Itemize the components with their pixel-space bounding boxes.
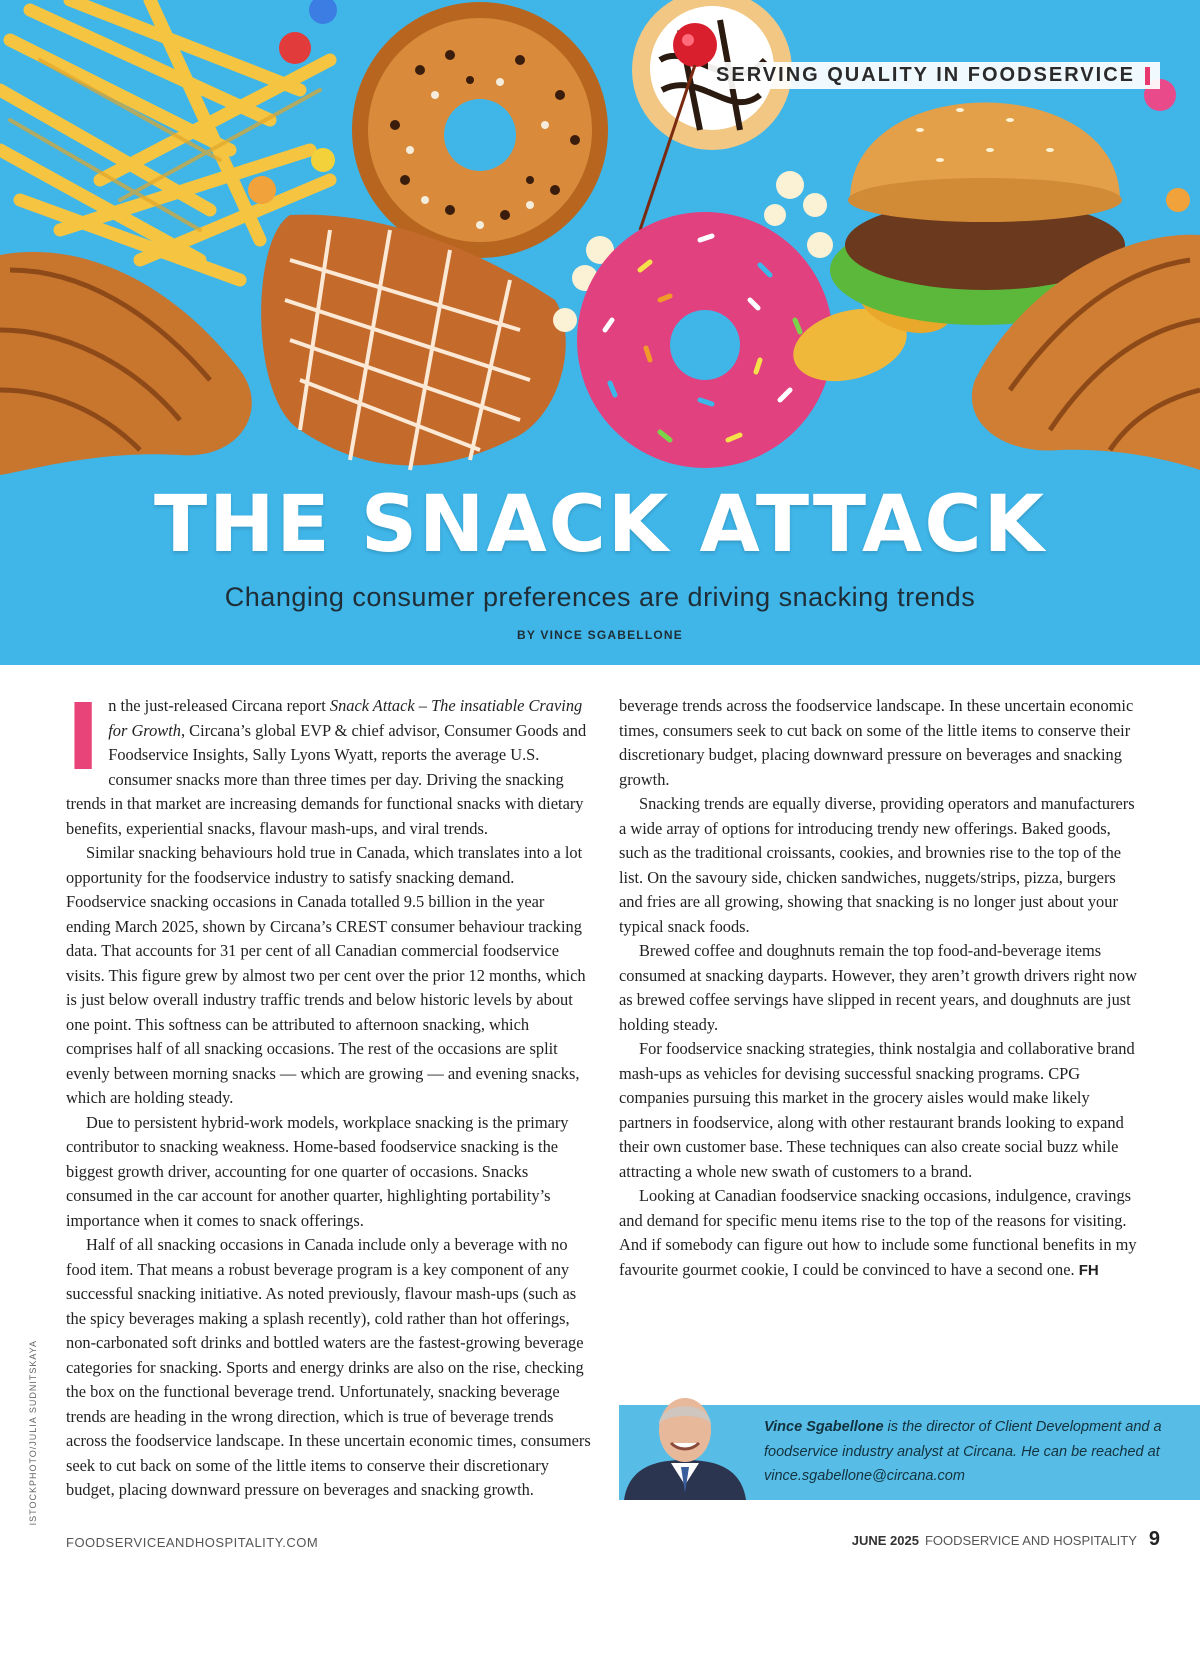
author-photo — [619, 1385, 751, 1500]
footer-date: JUNE 2025 — [851, 1533, 919, 1548]
section-tag-label: SERVING QUALITY IN FOODSERVICE — [716, 64, 1135, 86]
article-column-left — [66, 684, 591, 1674]
end-mark: FH — [1078, 1261, 1099, 1279]
page-number: 9 — [1148, 1528, 1160, 1550]
report-title: Snack Attack – The insatiable Craving for Growth — [108, 696, 583, 740]
footer-folio — [852, 1528, 1160, 1551]
article-paragraph-7: For foodservice snacking strategies, think nostalgia and collaborative brand mash-ups as vehicles for devising successful snacking programs. CPG companies pursuing this market in the grocery aisles would make likely partners in foodservice, along with other restaurant brands looking to expand their own customer base. These techniques can also create social buzz while attracting a whole new swath of customers to a brand. — [619, 1039, 1135, 1181]
p1-body-text: , Circana’s global EVP & chief advisor, Consumer Goods and Foodservice Insights, Sally Lyons Wyatt, reports the average U.S. consumer snacks more than three times per day. Driving the snacking trends in that market are increasing demands for functional snacks with dietary benefits, experiential snacks, flavour mash-ups, and viral trends. — [66, 720, 587, 838]
article-paragraph-5: Snacking trends are equally diverse, providing operators and manufacturers a wide array of options for introducing trendy new offerings. Baked goods, such as the traditional croissants, cookies, and brownies rise to the top of the list. On the savoury side, chicken sandwiches, nuggets/strips, pizza, burgers and fries are all growing, showing that snacking is no longer just about your typical snack foods. — [619, 794, 1135, 936]
author-bio-text — [764, 1415, 1189, 1489]
author-bio-box — [619, 1405, 1200, 1500]
footer-website[interactable]: FOODSERVICEANDHOSPITALITY.COM — [66, 1535, 319, 1550]
article-byline: BY VINCE SGABELLONE — [517, 628, 683, 642]
article-paragraph-2: Similar snacking behaviours hold true in Canada, which translates into a lot opportunity for the foodservice industry to satisfy snacking demand. Foodservice snacking occasions in Canada totalled 9.5 billion in the year ending March 2025, shown by Circana’s CREST consumer behaviour tracking data. That accounts for 31 per cent of all Canadian commercial foodservice visits. This figure grew by almost two per cent over the prior 12 months, which is just below overall industry traffic trends and below historic levels by about one point. This softness can be attributed to afternoon snacking, which comprises half of all snacking occasions. The rest of the occasions are split evenly between morning snacks — which are growing — and evening snacks, which are holding steady. — [66, 843, 586, 1107]
article-paragraph-8 — [619, 1184, 1139, 1283]
author-name: Vince Sgabellone — [764, 1419, 884, 1435]
article-paragraph-6: Brewed coffee and doughnuts remain the top food-and-beverage items consumed at snacking dayparts. However, they aren’t growth drivers right now as brewed coffee servings have slipped in recent years, and doughnuts are just holding steady. — [619, 941, 1137, 1034]
article-subtitle: Changing consumer preferences are driving snacking trends — [224, 582, 976, 612]
article-paragraph-4: Half of all snacking occasions in Canada include only a beverage with no food item. That means a robust beverage program is a key component of any successful snacking initiative. As noted previously, flavour mash-ups (such as the spicy beverages making a splash recently), cold rather than hot offerings, non-carbonated soft drinks and bottled waters are the fastest-growing beverage categories for snacking. Sports and energy drinks are also on the rise, checking the box on the functional beverage trend. Unfortunately, snacking beverage trends are heading in the wrong direction, which is true of beverage trends across the foodservice landscape. In these uncertain economic times, consumers seek to cut back on some of the little items to conserve their discretionary budget, placing downward pressure on beverages and snacking growth. — [66, 1235, 591, 1499]
author-description: is the director of Client Development and a foodservice industry analyst at Circana. He can be reached at vince.sgabellone@circana.com — [764, 1419, 1162, 1484]
article-title: THE SNACK ATTACK — [153, 480, 1047, 570]
article-paragraph-4-continued: beverage trends across the foodservice landscape. In these uncertain economic times, consumers seek to cut back on some of the little items to conserve their discretionary budget, placing downward pressure on beverages and snacking growth. — [619, 696, 1134, 789]
p1-intro-text: n the just-released Circana report — [108, 696, 330, 715]
photo-credit: ISTOCKPHOTO/JULIA SUDNITSKAYA — [28, 1340, 38, 1526]
drop-cap: I — [66, 684, 101, 791]
article-column-right — [619, 694, 1139, 1283]
section-tag — [708, 62, 1160, 89]
article-paragraph-3: Due to persistent hybrid-work models, workplace snacking is the primary contributor to snacking weakness. Home-based foodservice snacking is the biggest growth driver, accounting for one quarter of occasions. Snacks consumed in the car account for another quarter, highlighting portability’s importance when it comes to snack offerings. — [66, 1112, 569, 1230]
article-paragraph-1 — [66, 684, 591, 841]
footer-magazine: FOODSERVICE AND HOSPITALITY — [924, 1533, 1137, 1548]
hero-image — [0, 0, 1200, 665]
section-tag-bar — [1145, 67, 1150, 85]
p8-text: Looking at Canadian foodservice snacking occasions, indulgence, cravings and demand for specific menu items rise to the top of the reasons for visiting. And if somebody can figure out how to include some functional benefits in my favourite gourmet cookie, I could be convinced to have a second one. — [619, 1186, 1137, 1279]
